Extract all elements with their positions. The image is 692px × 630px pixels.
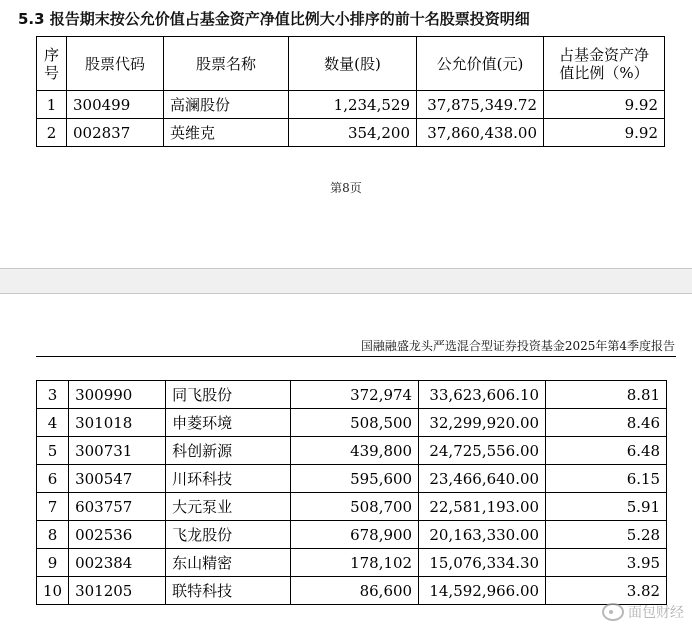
table-row [37,493,667,521]
cell-fair-value: 15,076,334.30 [419,549,546,577]
cell-code: 300731 [69,437,166,465]
cell-fair-value: 20,163,330.00 [419,521,546,549]
cell-fair-value: 23,466,640.00 [419,465,546,493]
cell-quantity: 508,500 [291,409,419,437]
cell-code: 002837 [67,119,164,147]
watermark [602,602,684,622]
table-row [37,381,667,409]
cell-ratio: 9.92 [544,119,665,147]
cell-index: 6 [37,465,69,493]
table-row [37,119,665,147]
cell-fair-value: 37,860,438.00 [417,119,544,147]
cell-code: 603757 [69,493,166,521]
table-row [37,409,667,437]
holdings-table-page-8 [36,36,665,147]
cell-code: 301205 [69,577,166,605]
table-row [37,549,667,577]
cell-name: 同飞股份 [166,381,291,409]
header-index-line2: 号 [43,63,59,82]
header-ratio-line2: 值比例（%） [559,63,649,82]
header-index-line1: 序 [43,45,59,64]
cell-index: 1 [37,91,67,119]
section-title: 5.3 报告期末按公允价值占基金资产净值比例大小排序的前十名股票投资明细 [18,10,530,28]
cell-name: 申菱环境 [166,409,291,437]
cell-code: 002536 [69,521,166,549]
cell-quantity: 595,600 [291,465,419,493]
cell-index: 7 [37,493,69,521]
header-ratio-line1: 占基金资产净 [558,45,649,64]
cell-fair-value: 32,299,920.00 [419,409,546,437]
cell-index: 4 [37,409,69,437]
page-break [0,268,692,294]
cell-name: 英维克 [164,119,289,147]
page-number: 第8页 [330,181,362,195]
cell-name: 高澜股份 [164,91,289,119]
cell-index: 8 [37,521,69,549]
cell-code: 300499 [67,91,164,119]
cell-code: 002384 [69,549,166,577]
cell-quantity: 372,974 [291,381,419,409]
report-running-header: 国融融盛龙头严选混合型证券投资基金2025年第4季度报告 [360,339,675,353]
cell-code: 300990 [69,381,166,409]
header-ratio [544,37,665,91]
cell-quantity: 439,800 [291,437,419,465]
header-index [37,37,67,91]
header-quantity: 数量(股) [289,37,417,91]
cell-index: 5 [37,437,69,465]
cell-ratio: 6.15 [546,465,667,493]
cell-ratio: 5.91 [546,493,667,521]
cell-fair-value: 33,623,606.10 [419,381,546,409]
cell-index: 3 [37,381,69,409]
table-header-row [37,37,665,91]
cell-fair-value: 14,592,966.00 [419,577,546,605]
cell-name: 联特科技 [166,577,291,605]
cell-index: 9 [37,549,69,577]
cell-ratio: 8.81 [546,381,667,409]
cell-fair-value: 37,875,349.72 [417,91,544,119]
cell-fair-value: 24,725,556.00 [419,437,546,465]
cell-name: 东山精密 [166,549,291,577]
cell-index: 2 [37,119,67,147]
cell-ratio: 6.48 [546,437,667,465]
cell-quantity: 1,234,529 [289,91,417,119]
cell-name: 大元泵业 [166,493,291,521]
cell-code: 300547 [69,465,166,493]
cell-ratio: 9.92 [544,91,665,119]
table-row [37,521,667,549]
cell-quantity: 354,200 [289,119,417,147]
cell-name: 科创新源 [166,437,291,465]
table-row [37,437,667,465]
header-name: 股票名称 [164,37,289,91]
cell-quantity: 508,700 [291,493,419,521]
watermark-text: 面包财经 [628,605,684,621]
table-row [37,91,665,119]
weibo-icon [602,603,624,621]
cell-ratio: 3.82 [546,577,667,605]
header-fair-value: 公允价值(元) [417,37,544,91]
cell-ratio: 8.46 [546,409,667,437]
header-rule [36,356,676,357]
cell-quantity: 178,102 [291,549,419,577]
cell-name: 飞龙股份 [166,521,291,549]
cell-quantity: 678,900 [291,521,419,549]
table-row [37,465,667,493]
cell-fair-value: 22,581,193.00 [419,493,546,521]
cell-index: 10 [37,577,69,605]
cell-code: 301018 [69,409,166,437]
cell-ratio: 5.28 [546,521,667,549]
cell-name: 川环科技 [166,465,291,493]
header-code: 股票代码 [67,37,164,91]
table-row [37,577,667,605]
cell-quantity: 86,600 [291,577,419,605]
holdings-table-page-9 [36,380,667,605]
cell-ratio: 3.95 [546,549,667,577]
